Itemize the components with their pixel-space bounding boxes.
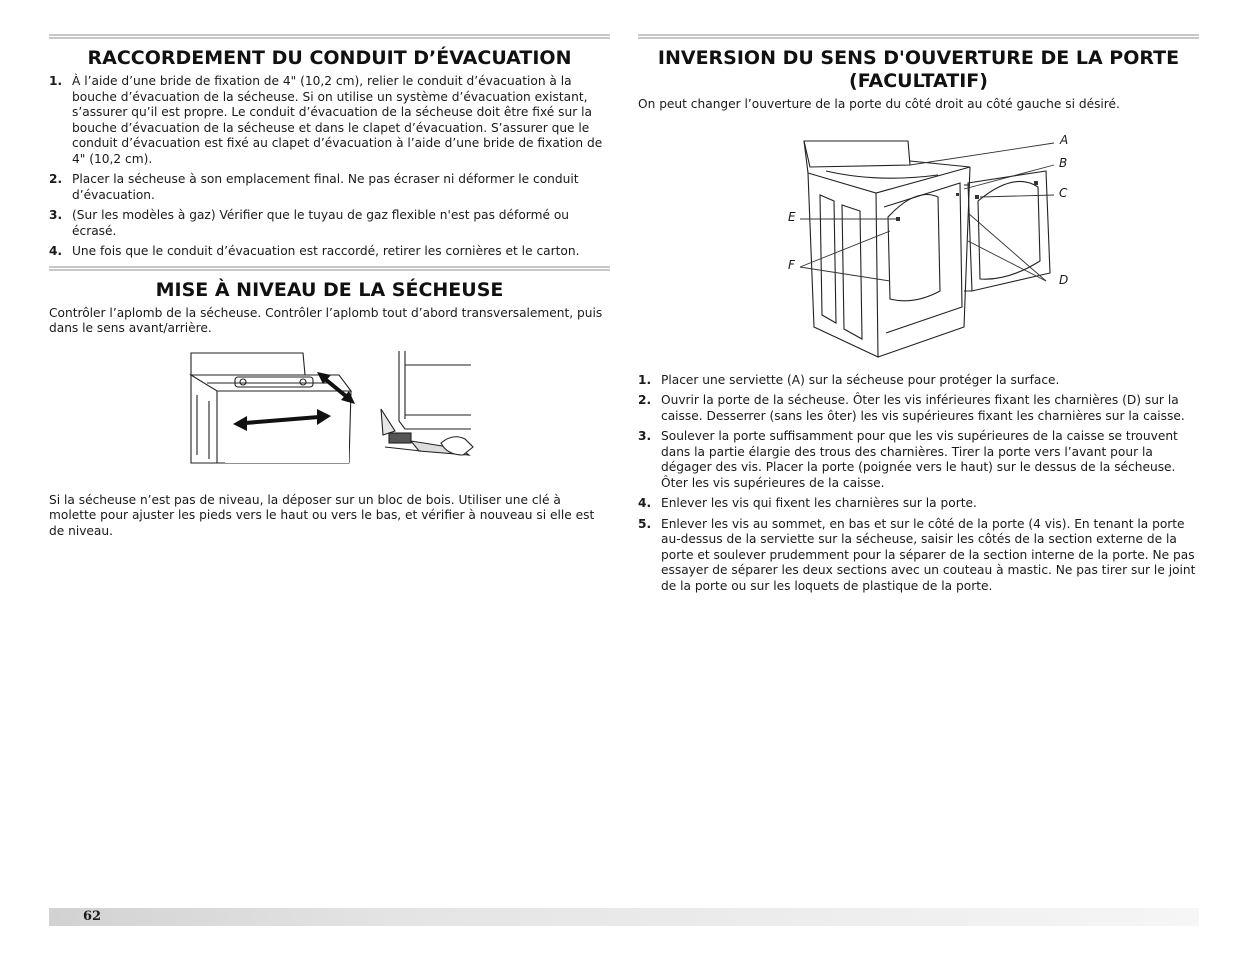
section-rule — [49, 34, 610, 39]
list-item: 1. À l’aide d’une bride de fixation de 4" (10,2 cm), relier le conduit d’évacuation à la bouche d’évacuation de la sécheuse. Si on utilise un système d’évacuation existant, s’assurer qu’il est propre. Le conduit d’évacuation de la sécheuse doit être fixé sur la bouche d’évacuation de la sécheuse et dans le clapet d’évacuation. S’assurer que le conduit d’évacuation est fixé au clapet d’évacuation à l’aide d’une bride de fixation de 4" (10,2 cm). — [49, 74, 603, 166]
list-item: 4. Une fois que le conduit d’évacuation est raccordé, retirer les cornières et le carton. — [49, 244, 580, 258]
label-d: D — [1059, 272, 1069, 287]
exhaust-section-title: RACCORDEMENT DU CONDUIT D’ÉVACUATION — [87, 47, 572, 69]
leveling-note: Si la sécheuse n’est pas de niveau, la déposer sur un bloc de bois. Utiliser une clé à molette pour ajuster les pieds vers le haut ou vers le bas, et vérifier à nouveau si elle est de niveau. — [49, 492, 595, 538]
leveling-intro: Contrôler l’aplomb de la sécheuse. Contrôler l’aplomb tout d’abord transversalement, puis dans le sens avant/arrière. — [49, 305, 603, 335]
list-item: 4. Enlever les vis qui fixent les charnières sur la porte. — [638, 496, 977, 510]
list-item: 3. Soulever la porte suffisamment pour que les vis supérieures de la caisse se trouvent dans la partie élargie des trous des charnières. Tirer la porte vers l’avant pour la dégager des vis. Placer la porte (poignée vers le haut) sur le dessus de la sécheuse. Ôter les vis supérieures de la caisse. — [638, 429, 1178, 490]
section-rule — [638, 34, 1199, 39]
list-item: 5. Enlever les vis au sommet, en bas et sur le côté de la porte (4 vis). En tenant la porte au-dessus de la serviette sur la sécheuse, saisir les côtés de la section externe de la porte et soulever prudemment pour la séparer de la section interne de la porte. Ne pas essayer de séparer les deux sections avec un couteau à mastic. Ne pas tirer sur le joint de la porte ou sur les loquets de plastique de la porte. — [638, 516, 1196, 593]
door-reversal-title: INVERSION DU SENS D'OUVERTURE DE LA PORTE (FACULTATIF) — [657, 47, 1180, 92]
page-number: 62 — [83, 909, 102, 924]
page-footer-bar — [49, 908, 1199, 926]
leveling-section-title: MISE À NIVEAU DE LA SÉCHEUSE — [155, 278, 504, 301]
list-item: 2. Placer la sécheuse à son emplacement final. Ne pas écraser ni déformer le conduit d’évacuation. — [49, 172, 579, 202]
right-column — [638, 34, 1199, 599]
left-column — [49, 34, 610, 539]
door-reversal-intro: On peut changer l’ouverture de la porte du côté droit au côté gauche si désiré. — [638, 97, 1120, 111]
exhaust-steps — [49, 74, 610, 260]
dryer-leveling-drawing — [49, 351, 610, 481]
list-item: 2. Ouvrir la porte de la sécheuse. Ôter les vis inférieures fixant les charnières (D) sur la caisse. Desserrer (sans les ôter) les vis supérieures fixant les charnières sur la caisse. — [638, 393, 1185, 423]
label-f: F — [788, 257, 795, 272]
door-reversal-illustration — [638, 131, 1199, 359]
label-e: E — [788, 209, 796, 224]
section-rule — [49, 266, 610, 271]
label-b: B — [1059, 155, 1068, 170]
list-item: 1. Placer une serviette (A) sur la sécheuse pour protéger la surface. — [638, 372, 1060, 387]
label-a: A — [1060, 132, 1069, 147]
dryer-door-drawing — [638, 131, 1199, 359]
door-reversal-steps — [638, 373, 1199, 595]
leveling-illustration — [49, 351, 610, 481]
label-c: C — [1059, 185, 1068, 200]
list-item: 3. (Sur les modèles à gaz) Vérifier que le tuyau de gaz flexible n'est pas déformé ou écrasé. — [49, 208, 570, 238]
